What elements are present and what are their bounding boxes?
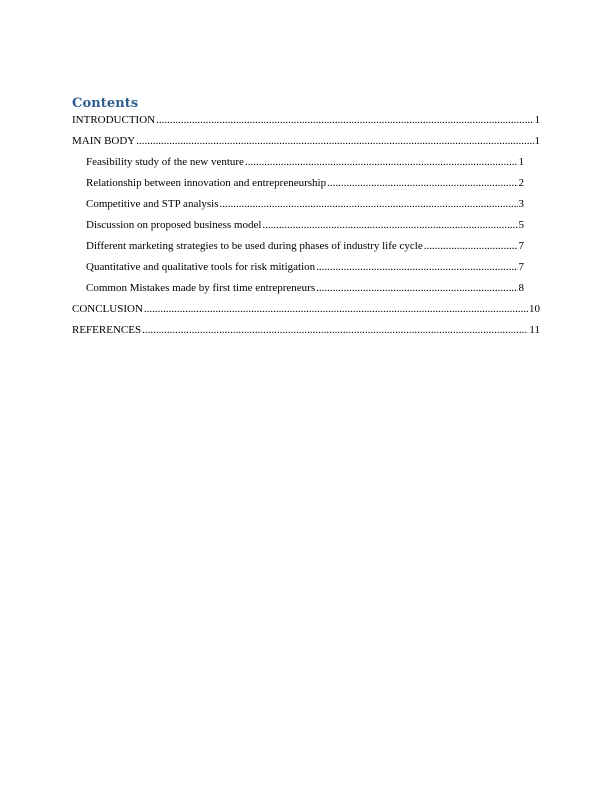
toc-entry-label: Feasibility study of the new venture [86,156,244,168]
toc-leader-dots [144,303,528,316]
toc-leader-dots [156,114,533,127]
toc-leader-dots [327,177,517,190]
toc-entry-label: Discussion on proposed business model [86,219,262,231]
toc-entry-common-mistakes[interactable] [86,282,524,295]
toc-leader-dots [245,156,518,169]
toc-leader-dots [316,261,517,274]
toc-entry-page-number: 5 [518,219,524,231]
toc-entry-page-number: 7 [518,261,524,273]
toc-entry-innovation-entrepreneurship[interactable] [86,177,524,190]
toc-entry-label: REFERENCES [72,324,142,336]
toc-entry-competitive-stp[interactable] [86,198,524,211]
toc-entry-conclusion[interactable] [72,303,540,316]
toc-leader-dots [136,135,533,148]
toc-entry-label: INTRODUCTION [72,114,156,126]
toc-leader-dots [142,324,528,337]
toc-entry-references[interactable] [72,324,540,337]
toc-entry-page-number: 2 [518,177,524,189]
toc-entry-page-number: 1 [534,114,540,126]
toc-leader-dots [316,282,517,295]
toc-entry-marketing-strategies[interactable] [86,240,524,253]
toc-entry-feasibility-study[interactable] [86,156,524,169]
toc-heading: Contents [72,96,139,111]
toc-entry-page-number: 10 [529,303,540,315]
toc-entry-page-number: 8 [518,282,524,294]
toc-entry-page-number: 7 [518,240,524,252]
toc-leader-dots [220,198,518,211]
toc-entry-page-number: 11 [529,324,540,336]
toc-entry-label: Different marketing strategies to be used during phases of industry life cycle [86,240,423,252]
toc-entry-risk-mitigation[interactable] [86,261,524,274]
toc-entry-page-number: 3 [518,198,524,210]
toc-leader-dots [262,219,517,232]
toc-entry-main-body[interactable] [72,135,540,148]
toc-entry-label: Competitive and STP analysis [86,198,219,210]
toc-entry-page-number: 1 [518,156,524,168]
toc-entry-label: Relationship between innovation and entrepreneurship [86,177,327,189]
toc-entry-label: MAIN BODY [72,135,136,147]
toc-leader-dots [424,240,518,253]
toc-entry-label: Common Mistakes made by first time entrepreneurs [86,282,316,294]
toc-entry-page-number: 1 [534,135,540,147]
toc-entry-label: CONCLUSION [72,303,143,315]
toc-entry-business-model[interactable] [86,219,524,232]
table-of-contents [72,96,542,337]
toc-entry-introduction[interactable] [72,114,540,127]
toc-entry-label: Quantitative and qualitative tools for risk mitigation [86,261,316,273]
